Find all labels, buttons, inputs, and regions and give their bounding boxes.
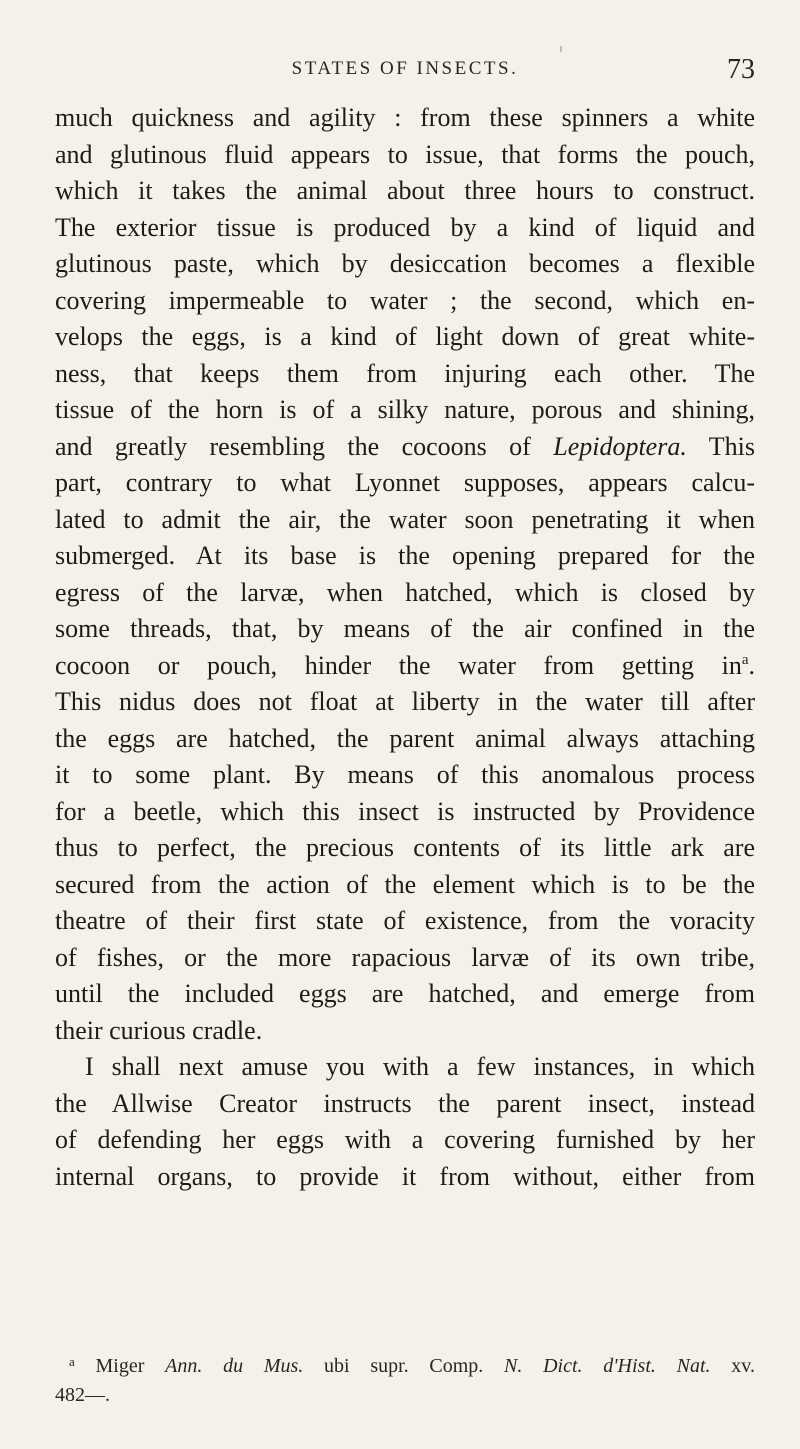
text-segment: cocoon or pouch, hinder the water from getting in	[55, 650, 742, 680]
footnote-reference[interactable]: a	[741, 651, 749, 668]
text-line: thus to perfect, the precious contents of its little ark are	[55, 833, 755, 862]
text-line: I shall next amuse you with a few instances, in which	[85, 1052, 755, 1081]
text-line: part, contrary to what Lyonnet supposes, appears calcu-	[55, 468, 755, 497]
text-line	[55, 429, 755, 466]
text-line: of defending her eggs with a covering furnished by her	[55, 1125, 755, 1154]
running-head: STATES OF INSECTS.	[291, 58, 519, 79]
text-line: secured from the action of the element which is to be the	[55, 869, 755, 899]
text-segment: This	[686, 431, 755, 461]
text-line: the eggs are hatched, the parent animal always attaching	[55, 723, 755, 753]
text-segment: xv.	[710, 1355, 755, 1377]
footnote-mark: a	[69, 1354, 75, 1369]
text-segment: .	[748, 650, 755, 680]
footnote-line: 482—.	[55, 1384, 110, 1406]
text-line: until the included eggs are hatched, and emerge from	[55, 979, 755, 1008]
text-segment: Miger	[74, 1355, 166, 1377]
page-header	[55, 54, 755, 98]
text-line: tissue of the horn is of a silky nature, porous and shining,	[55, 395, 755, 424]
footnote	[55, 1352, 755, 1410]
text-line: it to some plant. By means of this anomalous process	[55, 760, 755, 789]
text-line: much quickness and agility : from these spinners a white	[55, 103, 755, 132]
text-line: some threads, that, by means of the air confined in the	[55, 614, 755, 643]
text-line: ness, that keeps them from injuring each other. The	[55, 358, 755, 388]
text-line: submerged. At its base is the opening prepared for the	[55, 541, 755, 570]
text-line: velops the eggs, is a kind of light down of great white-	[55, 322, 755, 351]
citation-title: Ann. du Mus.	[165, 1355, 304, 1377]
citation-title: N. Dict. d'Hist. Nat.	[504, 1355, 711, 1377]
text-segment: ubi supr. Comp.	[303, 1355, 505, 1377]
text-line: their curious cradle.	[55, 1015, 263, 1045]
text-line: and glutinous fluid appears to issue, that forms the pouch,	[55, 139, 755, 169]
text-line: theatre of their first state of existence, from the voracity	[55, 906, 755, 935]
page-number: 73	[727, 54, 755, 85]
text-line: This nidus does not float at liberty in the water till after	[55, 687, 755, 716]
text-line: The exterior tissue is produced by a kind of liquid and	[55, 212, 755, 242]
text-line: lated to admit the air, the water soon penetrating it when	[55, 504, 755, 534]
ink-speck	[560, 46, 562, 52]
text-line: which it takes the animal about three hours to construct.	[55, 176, 755, 205]
text-line: of fishes, or the more rapacious larvæ of its own tribe,	[55, 942, 755, 972]
text-line: glutinous paste, which by desiccation becomes a flexible	[55, 249, 755, 278]
text-line: covering impermeable to water ; the second, which en-	[55, 285, 755, 315]
italic-term: Lepidoptera.	[553, 431, 687, 461]
text-segment: and greatly resembling the cocoons of	[55, 431, 554, 461]
text-line: for a beetle, which this insect is instructed by Providence	[55, 796, 755, 826]
text-line: the Allwise Creator instructs the parent insect, instead	[55, 1088, 755, 1118]
footnote-line	[55, 1352, 755, 1381]
text-line	[55, 648, 755, 685]
body-text	[55, 100, 755, 1195]
text-line: egress of the larvæ, when hatched, which is closed by	[55, 577, 755, 607]
text-line: internal organs, to provide it from without, either from	[55, 1161, 755, 1191]
